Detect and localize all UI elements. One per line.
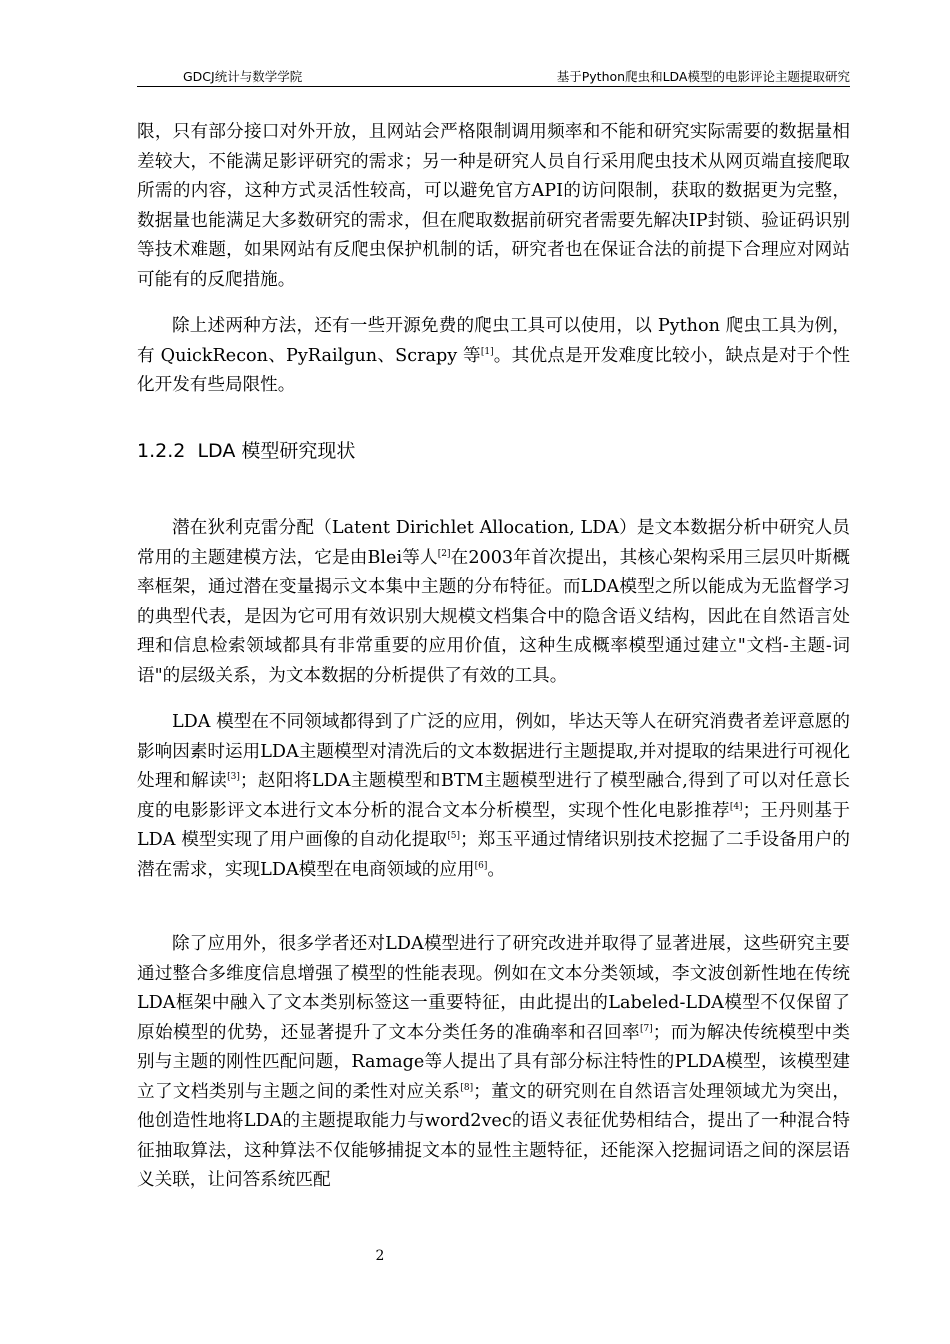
paragraph-lda-applications [137,708,850,885]
paragraph-text: ；而为解决传统模型中类别与主题的刚性匹配问题，Ramage等人提出了具有部分标注特性的PLDA模型，该模型建立了文档类别与主题之间的柔性对应关系 [137,1022,850,1102]
citation-4: [4] [729,801,743,812]
paragraph-open-source-tools [137,312,850,401]
paragraph-text: ；郑玉平通过情绪识别技术挖掘了二手设备用户的潜在需求，实现LDA模型在电商领域的应用 [137,830,850,880]
paragraph-api-limits [137,118,850,295]
page-number: 2 [375,1248,385,1264]
section-title: LDA 模型研究现状 [197,440,356,462]
paragraph-text: 除上述两种方法，还有一些开源免费的爬虫工具可以使用，以 Python 爬虫工具为例，有 QuickRecon、PyRailgun、Scrapy 等 [137,316,850,366]
paragraph-text: 在2003年首次提出，其核心架构采用三层贝叶斯概率框架，通过潜在变量揭示文本集中主题的分布特征。而LDA模型之所以能成为无监督学习的典型代表，是因为它可用有效识别大规模文档集合中的隐含语义结构，因此在自然语言处理和信息检索领域都具有非常重要的应用价值，这种生成概率模型通过建立"文档-主题-词语"的层级关系，为文本数据的分析提供了有效的工具。 [137,547,850,686]
citation-3: [3] [227,772,240,782]
paragraph-text: ；王丹则基于 LDA 模型实现了用户画像的自动化提取 [137,800,850,850]
paragraph-text: LDA 模型在不同领域都得到了广泛的应用，例如，毕达天等人在研究消费者差评意愿的影响因素时运用LDA主题模型对清洗后的文本数据进行主题提取,并对提取的结果进行可视化处理和解读 [137,712,850,791]
paragraph-text: ；董文的研究则在自然语言处理领域尤为突出，他创造性地将LDA的主题提取能力与word2vec的语义表征优势相结合，提出了一种混合特征抽取算法，这种算法不仅能够捕捉文本的显性主题特征，还能深入挖掘词语之间的深层语义关联，让问答系统匹配 [137,1081,850,1190]
paragraph-text: 除了应用外，很多学者还对LDA模型进行了研究改进并取得了显著进展，这些研究主要通过整合多维度信息增强了模型的性能表现。例如在文本分类领域，李文波创新性地在传统LDA框架中融入了文本类别标签这一重要特征，由此提出的Labeled-LDA模型不仅保留了原始模型的优势，还显著提升了文本分类任务的准确率和召回率 [137,934,850,1043]
header-institution: GDCJ统计与数学学院 [183,69,303,84]
running-header [137,64,850,87]
citation-6: [6] [474,860,488,871]
citation-8: [8] [460,1082,474,1093]
paragraph-text: 。 [487,859,505,880]
paragraph-lda-intro [137,514,850,691]
paragraph-text: ；赵阳将LDA主题模型和BTM主题模型进行了模型融合,得到了可以对任意长度的电影影评文本进行文本分析的混合文本分析模型，实现个性化电影推荐 [137,771,850,821]
header-paper-title: 基于Python爬虫和LDA模型的电影评论主题提取研究 [556,69,850,84]
paragraph-text: 。其优点是开发难度比较小，缺点是对于个性化开发有些局限性。 [137,345,850,395]
paragraph-text: 限，只有部分接口对外开放，且网站会严格限制调用频率和不能和研究实际需要的数据量相差较大，不能满足影评研究的需求；另一种是研究人员自行采用爬虫技术从网页端直接爬取所需的内容，这种方式灵活性较高，可以避免官方API的访问限制，获取的数据更为完整，数据量也能满足大多数研究的需求，但在爬取数据前研究者需要先解决IP封锁、验证码识别等技术难题，如果网站有反爬虫保护机制的话，研究者也在保证合法的前提下合理应对网站可能有的反爬措施。 [137,122,850,290]
citation-1: [1] [480,346,494,357]
citation-5: [5] [447,831,460,841]
paragraph-lda-improvements [137,930,850,1196]
section-number: 1.2.2 [137,440,186,462]
section-heading [137,436,355,463]
paragraph-text: 潜在狄利克雷分配（Latent Dirichlet Allocation, LDA）是文本数据分析中研究人员常用的主题建模方法，它是由Blei等人 [137,518,850,568]
citation-2: [2] [437,548,451,559]
citation-7: [7] [640,1023,653,1034]
